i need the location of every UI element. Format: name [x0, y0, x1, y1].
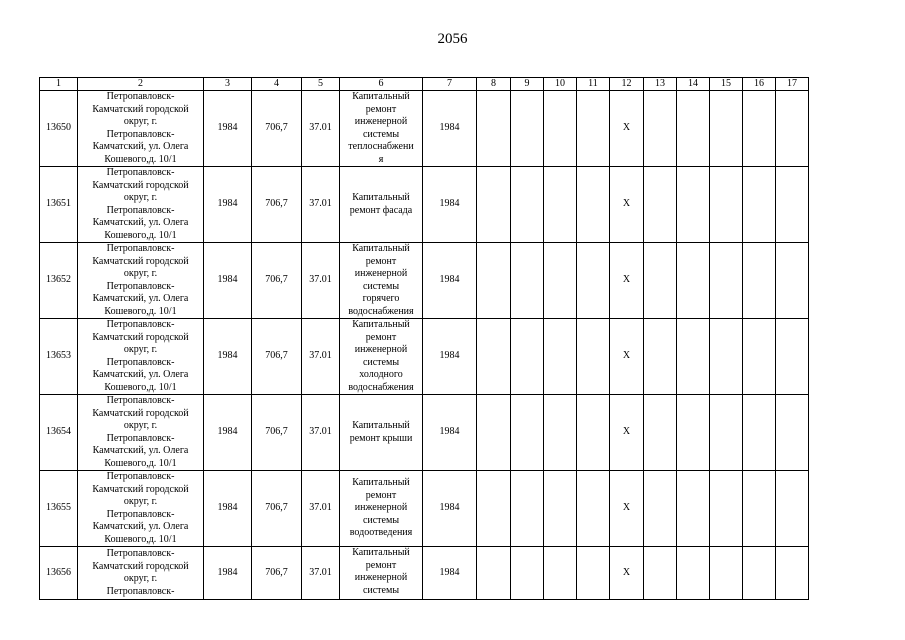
- year-value: 1984: [423, 547, 477, 600]
- address-cell-line: Петропавловск-: [106, 204, 175, 216]
- work-type-cell-line: теплоснабжени: [348, 141, 414, 152]
- build-year: 1984: [204, 547, 252, 600]
- empty-cell: [644, 319, 677, 395]
- area-value: 706,7: [252, 471, 302, 547]
- empty-cell: [511, 167, 544, 243]
- work-type-cell-line: ремонт: [365, 331, 397, 343]
- code-value: 37.01: [302, 395, 340, 471]
- address-cell-line: Камчатский, ул. Олега: [92, 445, 189, 456]
- empty-cell: [477, 167, 511, 243]
- column-number: 13: [644, 78, 677, 91]
- work-type-cell-line: ремонт: [365, 559, 397, 571]
- column-number: 7: [423, 78, 477, 91]
- work-type-cell-line: Капитальный: [352, 319, 410, 330]
- work-type-cell-line: системы: [362, 128, 400, 140]
- work-type-cell-line: инженерной: [354, 344, 408, 355]
- empty-cell: [776, 471, 809, 547]
- column-number: 8: [477, 78, 511, 91]
- work-type-cell-line: Капитальный: [352, 243, 410, 254]
- mark-cell: X: [610, 243, 644, 319]
- column-number: 2: [78, 78, 204, 91]
- empty-cell: [743, 243, 776, 319]
- record-id: 13652: [40, 243, 78, 319]
- address-cell-line: Кошевого,д. 10/1: [104, 305, 177, 317]
- record-id: 13655: [40, 471, 78, 547]
- empty-cell: [743, 547, 776, 600]
- empty-cell: [477, 471, 511, 547]
- column-number-row: [40, 78, 809, 91]
- mark-cell: X: [610, 471, 644, 547]
- address-cell-line: Камчатский городской: [92, 483, 189, 495]
- area-value: 706,7: [252, 547, 302, 600]
- empty-cell: [710, 91, 743, 167]
- address-cell: [78, 167, 204, 243]
- work-type-cell: [340, 167, 423, 243]
- work-type-cell-line: инженерной: [354, 572, 408, 583]
- column-number: 14: [677, 78, 710, 91]
- empty-cell: [677, 471, 710, 547]
- work-type-cell-line: холодного: [359, 369, 403, 380]
- empty-cell: [477, 547, 511, 600]
- empty-cell: [577, 243, 610, 319]
- address-cell-line: Петропавловск-: [106, 395, 175, 406]
- empty-cell: [644, 471, 677, 547]
- page-number: 2056: [437, 31, 468, 47]
- empty-cell: [710, 243, 743, 319]
- empty-cell: [644, 395, 677, 471]
- work-type-cell-line: Капитальный: [352, 192, 410, 203]
- empty-cell: [743, 167, 776, 243]
- address-cell-line: Кошевого,д. 10/1: [104, 153, 177, 165]
- mark-cell: X: [610, 167, 644, 243]
- empty-cell: [677, 243, 710, 319]
- empty-cell: [776, 167, 809, 243]
- build-year: 1984: [204, 471, 252, 547]
- mark-cell: X: [610, 319, 644, 395]
- work-type-cell-line: я: [378, 153, 384, 165]
- address-cell: [78, 319, 204, 395]
- empty-cell: [511, 547, 544, 600]
- area-value: 706,7: [252, 243, 302, 319]
- empty-cell: [511, 91, 544, 167]
- address-cell-line: Камчатский городской: [92, 407, 189, 419]
- address-cell-line: Камчатский городской: [92, 103, 189, 115]
- empty-cell: [776, 243, 809, 319]
- empty-cell: [644, 243, 677, 319]
- address-cell-line: округ, г.: [123, 344, 158, 355]
- work-type-cell-line: системы: [362, 356, 400, 368]
- work-type-cell-line: ремонт фасада: [349, 204, 413, 216]
- empty-cell: [776, 547, 809, 600]
- year-value: 1984: [423, 167, 477, 243]
- address-cell: [78, 395, 204, 471]
- address-cell-line: Петропавловск-: [106, 243, 175, 254]
- address-cell-line: Камчатский, ул. Олега: [92, 521, 189, 532]
- empty-cell: [544, 91, 577, 167]
- address-cell-line: Кошевого,д. 10/1: [104, 533, 177, 545]
- work-type-cell-line: водоснабжения: [348, 381, 414, 393]
- year-value: 1984: [423, 471, 477, 547]
- address-cell-line: округ, г.: [123, 420, 158, 431]
- work-type-cell-line: инженерной: [354, 268, 408, 279]
- column-number: 3: [204, 78, 252, 91]
- empty-cell: [776, 395, 809, 471]
- empty-cell: [743, 91, 776, 167]
- empty-cell: [710, 547, 743, 600]
- year-value: 1984: [423, 395, 477, 471]
- address-cell-line: Камчатский, ул. Олега: [92, 369, 189, 380]
- build-year: 1984: [204, 243, 252, 319]
- build-year: 1984: [204, 91, 252, 167]
- empty-cell: [677, 167, 710, 243]
- work-type-cell: [340, 395, 423, 471]
- empty-cell: [511, 243, 544, 319]
- work-type-cell: [340, 319, 423, 395]
- empty-cell: [577, 547, 610, 600]
- empty-cell: [677, 91, 710, 167]
- area-value: 706,7: [252, 167, 302, 243]
- column-number: 16: [743, 78, 776, 91]
- address-cell-line: Петропавловск-: [106, 471, 175, 482]
- address-cell-line: Петропавловск-: [106, 167, 175, 178]
- build-year: 1984: [204, 167, 252, 243]
- work-type-cell-line: водоотведения: [349, 527, 413, 539]
- address-cell-line: Камчатский, ул. Олега: [92, 141, 189, 152]
- record-id: 13656: [40, 547, 78, 600]
- build-year: 1984: [204, 395, 252, 471]
- address-cell-line: Камчатский городской: [92, 331, 189, 343]
- column-number: 12: [610, 78, 644, 91]
- empty-cell: [577, 91, 610, 167]
- empty-cell: [677, 547, 710, 600]
- empty-cell: [544, 243, 577, 319]
- address-cell-line: Камчатский, ул. Олега: [92, 217, 189, 228]
- work-type-cell-line: горячего: [362, 293, 400, 304]
- table-row: [40, 395, 809, 471]
- record-id: 13653: [40, 319, 78, 395]
- address-cell-line: Камчатский городской: [92, 179, 189, 191]
- address-cell-line: Камчатский, ул. Олега: [92, 293, 189, 304]
- empty-cell: [577, 319, 610, 395]
- record-id: 13650: [40, 91, 78, 167]
- empty-cell: [477, 319, 511, 395]
- empty-cell: [710, 471, 743, 547]
- area-value: 706,7: [252, 319, 302, 395]
- address-cell-line: Петропавловск-: [106, 91, 175, 102]
- capital-repair-register-table: [39, 77, 809, 600]
- column-number: 11: [577, 78, 610, 91]
- column-number: 15: [710, 78, 743, 91]
- area-value: 706,7: [252, 395, 302, 471]
- address-cell-line: Кошевого,д. 10/1: [104, 381, 177, 393]
- address-cell-line: Петропавловск-: [106, 432, 175, 444]
- address-cell-line: Камчатский городской: [92, 255, 189, 267]
- code-value: 37.01: [302, 167, 340, 243]
- work-type-cell-line: Капитальный: [352, 91, 410, 102]
- address-cell-line: округ, г.: [123, 192, 158, 203]
- empty-cell: [511, 319, 544, 395]
- code-value: 37.01: [302, 243, 340, 319]
- mark-cell: X: [610, 547, 644, 600]
- empty-cell: [776, 91, 809, 167]
- empty-cell: [477, 395, 511, 471]
- empty-cell: [644, 547, 677, 600]
- work-type-cell-line: системы: [362, 514, 400, 526]
- empty-cell: [544, 167, 577, 243]
- column-number: 6: [340, 78, 423, 91]
- column-number: 10: [544, 78, 577, 91]
- empty-cell: [677, 319, 710, 395]
- code-value: 37.01: [302, 547, 340, 600]
- empty-cell: [544, 395, 577, 471]
- address-cell-line: Кошевого,д. 10/1: [104, 457, 177, 469]
- column-number: 17: [776, 78, 809, 91]
- address-cell-line: Петропавловск-: [106, 508, 175, 520]
- record-id: 13654: [40, 395, 78, 471]
- empty-cell: [743, 319, 776, 395]
- empty-cell: [511, 395, 544, 471]
- year-value: 1984: [423, 243, 477, 319]
- empty-cell: [577, 395, 610, 471]
- address-cell-line: округ, г.: [123, 496, 158, 507]
- work-type-cell-line: водоснабжения: [348, 305, 414, 317]
- table-row: [40, 319, 809, 395]
- empty-cell: [710, 319, 743, 395]
- address-cell-line: Петропавловск-: [106, 128, 175, 140]
- empty-cell: [776, 319, 809, 395]
- column-number: 5: [302, 78, 340, 91]
- empty-cell: [743, 395, 776, 471]
- address-cell-line: Петропавловск-: [106, 319, 175, 330]
- empty-cell: [577, 471, 610, 547]
- work-type-cell-line: ремонт: [365, 489, 397, 501]
- address-cell-line: округ, г.: [123, 116, 158, 127]
- empty-cell: [710, 395, 743, 471]
- work-type-cell-line: ремонт крыши: [349, 432, 413, 444]
- work-type-cell: [340, 471, 423, 547]
- work-type-cell-line: инженерной: [354, 502, 408, 514]
- column-number: 9: [511, 78, 544, 91]
- empty-cell: [577, 167, 610, 243]
- empty-cell: [477, 243, 511, 319]
- work-type-cell-line: Капитальный: [352, 547, 410, 558]
- address-cell: [78, 471, 204, 547]
- empty-cell: [477, 91, 511, 167]
- empty-cell: [710, 167, 743, 243]
- table-row: [40, 471, 809, 547]
- address-cell-line: Петропавловск-: [106, 585, 175, 597]
- empty-cell: [677, 395, 710, 471]
- work-type-cell-line: инженерной: [354, 116, 408, 127]
- year-value: 1984: [423, 319, 477, 395]
- code-value: 37.01: [302, 319, 340, 395]
- address-cell-line: Петропавловск-: [106, 280, 175, 292]
- address-cell: [78, 91, 204, 167]
- empty-cell: [544, 471, 577, 547]
- code-value: 37.01: [302, 91, 340, 167]
- build-year: 1984: [204, 319, 252, 395]
- address-cell-line: Кошевого,д. 10/1: [104, 229, 177, 241]
- address-cell-line: Петропавловск-: [106, 548, 175, 559]
- mark-cell: X: [610, 395, 644, 471]
- area-value: 706,7: [252, 91, 302, 167]
- work-type-cell-line: ремонт: [365, 103, 397, 115]
- code-value: 37.01: [302, 471, 340, 547]
- work-type-cell-line: системы: [362, 280, 400, 292]
- column-number: 1: [40, 78, 78, 91]
- table-row: [40, 547, 809, 600]
- work-type-cell-line: системы: [362, 584, 400, 596]
- work-type-cell: [340, 547, 423, 600]
- table-row: [40, 243, 809, 319]
- work-type-cell: [340, 91, 423, 167]
- work-type-cell-line: Капитальный: [352, 420, 410, 431]
- mark-cell: X: [610, 91, 644, 167]
- empty-cell: [544, 547, 577, 600]
- empty-cell: [644, 91, 677, 167]
- address-cell-line: Камчатский городской: [92, 560, 189, 572]
- empty-cell: [743, 471, 776, 547]
- work-type-cell-line: Капитальный: [352, 477, 410, 489]
- empty-cell: [644, 167, 677, 243]
- address-cell-line: округ, г.: [123, 573, 158, 584]
- year-value: 1984: [423, 91, 477, 167]
- table-row: [40, 167, 809, 243]
- work-type-cell-line: ремонт: [365, 255, 397, 267]
- column-number: 4: [252, 78, 302, 91]
- record-id: 13651: [40, 167, 78, 243]
- work-type-cell: [340, 243, 423, 319]
- empty-cell: [544, 319, 577, 395]
- empty-cell: [511, 471, 544, 547]
- address-cell: [78, 547, 204, 600]
- table-row: [40, 91, 809, 167]
- address-cell-line: Петропавловск-: [106, 356, 175, 368]
- address-cell-line: округ, г.: [123, 268, 158, 279]
- address-cell: [78, 243, 204, 319]
